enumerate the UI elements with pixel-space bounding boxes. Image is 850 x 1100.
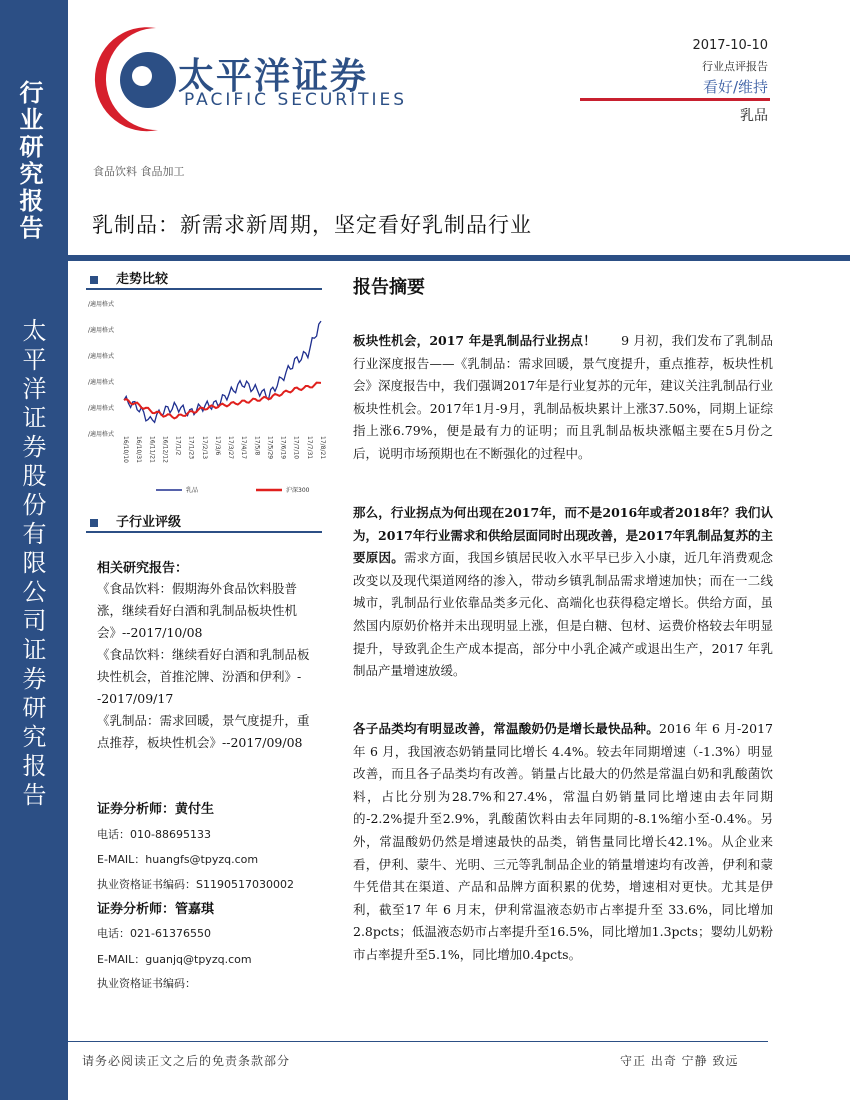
header-divider xyxy=(0,255,850,261)
x-tick-label: 17/1/2 xyxy=(174,436,182,456)
related-reports-list xyxy=(97,578,319,754)
summary-heading: 报告摘要 xyxy=(353,277,425,298)
header-red-rule xyxy=(580,98,770,101)
legend-label: 乳品 xyxy=(186,487,199,494)
analyst-1-phone: 电话：010-88695133 xyxy=(97,828,211,841)
square-bullet-icon xyxy=(90,519,98,527)
y-tick-label: /適用格式 xyxy=(88,405,115,412)
x-tick-label: 17/4/17 xyxy=(240,436,248,460)
x-tick-label: 16/10/31 xyxy=(135,436,143,463)
summary-paragraph-1 xyxy=(353,330,773,466)
paragraph-1-lead: 板块性机会，2017 年是乳制品行业拐点！ xyxy=(353,333,596,348)
trend-heading-text: 走势比较 xyxy=(116,272,169,287)
sidebar-company: 太平洋证券股份有限公司证券研究报告 xyxy=(18,318,46,811)
related-report-item[interactable]: 《食品饮料：继续看好白酒和乳制品板块性机会，首推沱牌、汾酒和伊利》--2017/09/17 xyxy=(97,647,310,706)
square-bullet-icon xyxy=(90,276,98,284)
related-reports-title: 相关研究报告： xyxy=(97,561,189,576)
paragraph-2-lead: 那么，行业拐点为何出现在2017年，而不是2016年或者2018年？我们认为，2017年行业需求和供给层面同时出现改善，是2017年乳制品复苏的主要原因。 xyxy=(353,505,773,566)
x-tick-label: 17/2/13 xyxy=(200,436,208,460)
x-tick-label: 16/10/10 xyxy=(122,436,129,463)
category: 食品饮料 食品加工 xyxy=(93,165,185,178)
rating: 看好/维持 xyxy=(702,78,768,96)
paragraph-2-body: 需求方面，我国乡镇居民收入水平早已步入小康，近几年消费观念改变以及现代渠道网络的渗入，带动乡镇乳制品需求增速加快；而在一二线城市，乳制品行业依靠品类多元化、高端化也获得稳定增长。供给方面，虽然国内原奶价格并未出现明显上涨，但是白糖、包材、运费价格较去年明显提升，导致乳企生产成本提高，部分中小乳企减产或退出生产，2017 年乳制品产量增速放缓。 xyxy=(353,550,773,679)
report-date: 2017-10-10 xyxy=(692,38,768,53)
analyst-2-email[interactable]: E-MAIL：guanjq@tpyzq.com xyxy=(97,953,252,966)
analyst-2-cert: 执业资格证书编码： xyxy=(97,977,196,990)
x-tick-label: 17/3/27 xyxy=(227,436,235,460)
x-tick-label: 17/6/19 xyxy=(279,436,287,460)
footer-disclaimer[interactable]: 请务必阅读正文之后的免责条款部分 xyxy=(82,1054,291,1068)
logo-icon xyxy=(86,18,176,138)
y-tick-label: /適用格式 xyxy=(88,327,115,334)
y-tick-label: /適用格式 xyxy=(88,379,115,386)
related-report-item[interactable]: 《乳制品：需求回暖，景气度提升，重点推荐，板块性机会》--2017/09/08 xyxy=(97,713,310,750)
x-tick-label: 17/5/29 xyxy=(266,436,274,460)
analyst-1-name: 证券分析师：黄付生 xyxy=(97,802,215,817)
footer-rule xyxy=(68,1041,768,1042)
analyst-2-phone: 电话：021-61376550 xyxy=(97,927,211,940)
summary-paragraph-2 xyxy=(353,502,773,683)
x-tick-label: 17/5/8 xyxy=(253,436,261,456)
x-tick-label: 17/3/6 xyxy=(213,436,221,456)
page-title: 乳制品：新需求新周期，坚定看好乳制品行业 xyxy=(92,213,532,237)
paragraph-3-lead: 各子品类均有明显改善，常温酸奶仍是增长最快品种。 xyxy=(353,721,660,736)
y-tick-label: /適用格式 xyxy=(88,301,115,308)
summary-paragraph-3 xyxy=(353,718,773,967)
analyst-2-name: 证券分析师：管嘉琪 xyxy=(97,902,215,917)
x-tick-label: 17/1/23 xyxy=(187,436,195,460)
sidebar-title: 行业研究报告 xyxy=(15,80,44,242)
analyst-1-email[interactable]: E-MAIL：huangfs@tpyzq.com xyxy=(97,853,259,866)
logo-text-cn: 太平洋证券 xyxy=(178,56,369,97)
subindustry-heading xyxy=(90,511,181,530)
y-tick-label: /適用格式 xyxy=(88,431,115,438)
trend-chart xyxy=(86,292,326,504)
x-tick-label: 17/7/10 xyxy=(292,436,300,460)
subindustry-rule xyxy=(86,531,322,533)
trend-rule xyxy=(86,288,322,290)
x-tick-label: 17/7/31 xyxy=(305,436,313,460)
related-report-item[interactable]: 《食品饮料：假期海外食品饮料股普涨，继续看好白酒和乳制品板块性机会》--2017/10/08 xyxy=(97,581,298,640)
x-tick-label: 17/8/21 xyxy=(319,436,326,460)
sector: 乳品 xyxy=(740,108,768,124)
x-tick-label: 16/11/21 xyxy=(148,436,156,463)
x-tick-label: 16/12/12 xyxy=(161,436,169,463)
paragraph-1-body: 9 月初，我们发布了乳制品行业深度报告——《乳制品：需求回暖，景气度提升，重点推荐，板块性机会》深度报告中，我们强调2017年是行业复苏的元年，建议关注乳制品行业板块性机会。2017年1月-9月，乳制品板块累计上涨37.50%，同期上证综指上涨6.79%，便是最有力的证明；而且乳制品板块涨幅主要在5月份之后，说明市场预期也在不断强化的过程中。 xyxy=(353,333,773,461)
trend-heading xyxy=(90,268,168,287)
legend-label: 沪深300 xyxy=(286,487,310,494)
y-tick-label: /適用格式 xyxy=(88,353,115,360)
subindustry-heading-text: 子行业评级 xyxy=(116,515,182,530)
footer-motto: 守正 出奇 宁静 致远 xyxy=(620,1054,739,1068)
logo-text-en: PACIFIC SECURITIES xyxy=(184,90,408,110)
report-type: 行业点评报告 xyxy=(702,60,768,73)
series-line-csi300 xyxy=(124,383,321,419)
series-line-dairy xyxy=(124,321,321,422)
paragraph-3-body: 2016 年 6 月-2017 年 6 月，我国液态奶销量同比增长 4.4%。较去年同期增速（-1.3%）明显改善，而且各子品类均有改善。销量占比最大的仍然是常温白奶和乳酸菌饮料，占比分别为28.7%和27.4%，常温白奶销量同比增速由去年同期的-2.2%提升至2.9%，乳酸菌饮料由去年同期的-8.1%缩小至-0.4%。另外，常温酸奶仍然是增速最快的品类，销售量同比增长42.1%。从企业来看，伊利、蒙牛、光明、三元等乳制品企业的销量增速均有改善，伊利和蒙牛凭借其在渠道、产品和品牌方面积累的优势，增速相对更快。尤其是伊利，截至17 年 6 月末，伊利常温液态奶市占率提升至 33.6%，同比增加 2.8pcts；低温液态奶市占率提升至16.5%，同比增加1.3pcts；婴幼儿奶粉市占率提升至5.1%，同比增加0.4pcts。 xyxy=(353,721,773,962)
analyst-1-cert: 执业资格证书编码：S1190517030002 xyxy=(97,878,294,891)
